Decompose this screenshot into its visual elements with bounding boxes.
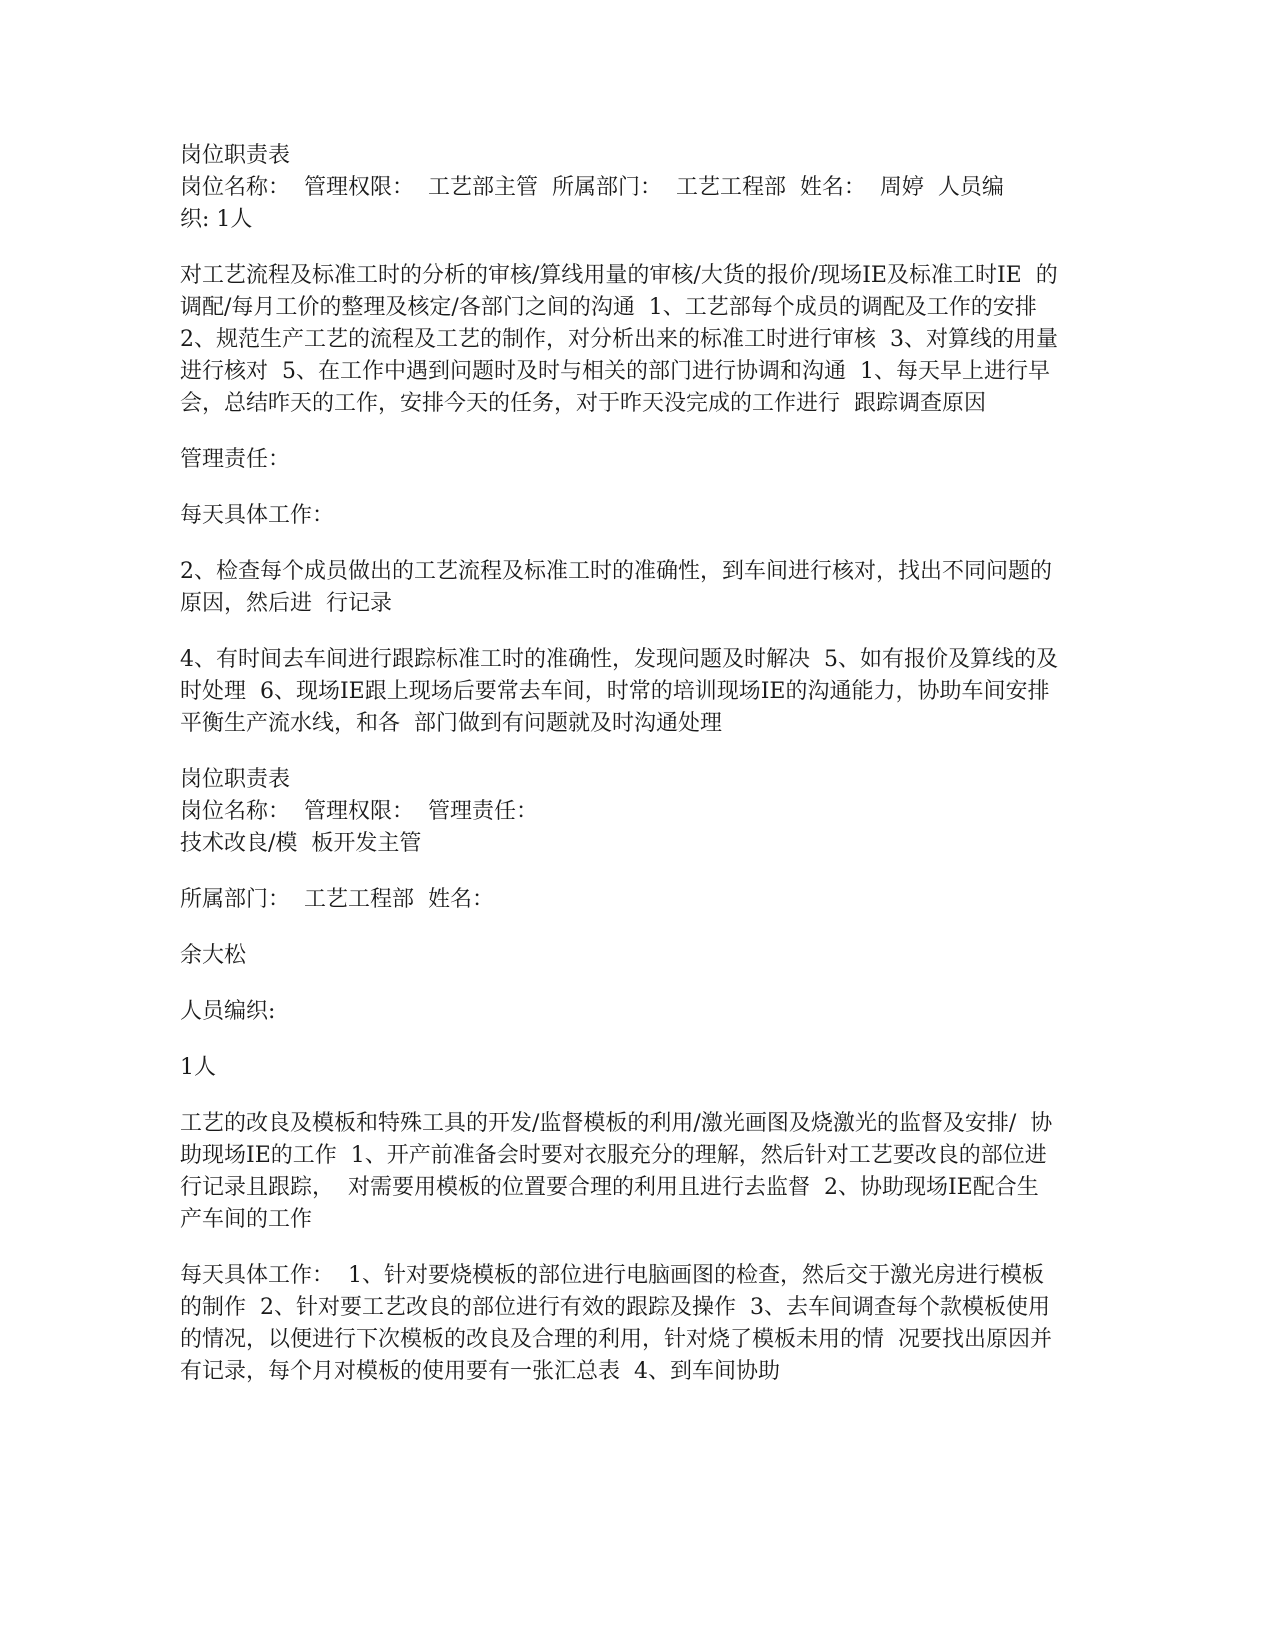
staffing-line: 织: 1人 (180, 207, 253, 232)
daily-item-2: 2、检查每个成员做出的工艺流程及标准工时的准确性，到车间进行核对，找出不同问题的原因，然后进 行记录 (180, 559, 1053, 616)
position-info-line: 岗位名称： 管理权限： 工艺部主管 所属部门： 工艺工程部 姓名： 周婷 人员编 (180, 175, 1004, 200)
section-title: 岗位职责表 (180, 143, 291, 168)
section1-header (180, 140, 1060, 236)
staffing-label: 人员编织: (180, 999, 276, 1024)
staffing-value: 1人 (180, 1055, 216, 1080)
management-responsibility-label: 管理责任： (180, 447, 291, 472)
employee-name: 余大松 (180, 943, 247, 968)
section2-daily-work: 每天具体工作： 1、针对要烧模板的部位进行电脑画图的检查，然后交于激光房进行模板的制作 2、针对要工艺改良的部位进行有效的跟踪及操作 3、去车间调查每个款模板使用的情况，以便进行下次模板的改良及合理的利用，针对烧了模板未用的情 况要找出原因并有记录，每个月对模板的使用要有一张汇总表 4、到车间协助 (180, 1263, 1052, 1384)
position-name-line: 技术改良/模 板开发主管 (180, 831, 422, 856)
document-page (180, 140, 1060, 1412)
section-title: 岗位职责表 (180, 767, 291, 792)
section1-responsibilities: 对工艺流程及标准工时的分析的审核/算线用量的审核/大货的报价/现场IE及标准工时IE 的调配/每月工价的整理及核定/各部门之间的沟通 1、工艺部每个成员的调配及工作的安排 2、规范生产工艺的流程及工艺的制作，对分析出来的标准工时进行审核 3、对算线的用量进行核对 5、在工作中遇到问题时及时与相关的部门进行协调和沟通 1、每天早上进行早会，总结昨天的工作，安排今天的任务，对于昨天没完成的工作进行 跟踪调查原因 (180, 263, 1058, 416)
daily-item-4: 4、有时间去车间进行跟踪标准工时的准确性，发现问题及时解决 5、如有报价及算线的及时处理 6、现场IE跟上现场后要常去车间，时常的培训现场IE的沟通能力，协助车间安排平衡生产流水线，和各 部门做到有问题就及时沟通处理 (180, 647, 1058, 736)
section2-responsibilities: 工艺的改良及模板和特殊工具的开发/监督模板的利用/激光画图及烧激光的监督及安排/ 协助现场IE的工作 1、开产前准备会时要对衣服充分的理解，然后针对工艺要改良的部位进行记录且跟踪， 对需要用模板的位置要合理的利用且进行去监督 2、协助现场IE配合生产车间的工作 (180, 1111, 1053, 1232)
position-info-line: 岗位名称： 管理权限： 管理责任： (180, 799, 538, 824)
daily-work-label: 每天具体工作： (180, 503, 335, 528)
section2-header (180, 764, 1060, 860)
department-line: 所属部门： 工艺工程部 姓名： (180, 887, 494, 912)
